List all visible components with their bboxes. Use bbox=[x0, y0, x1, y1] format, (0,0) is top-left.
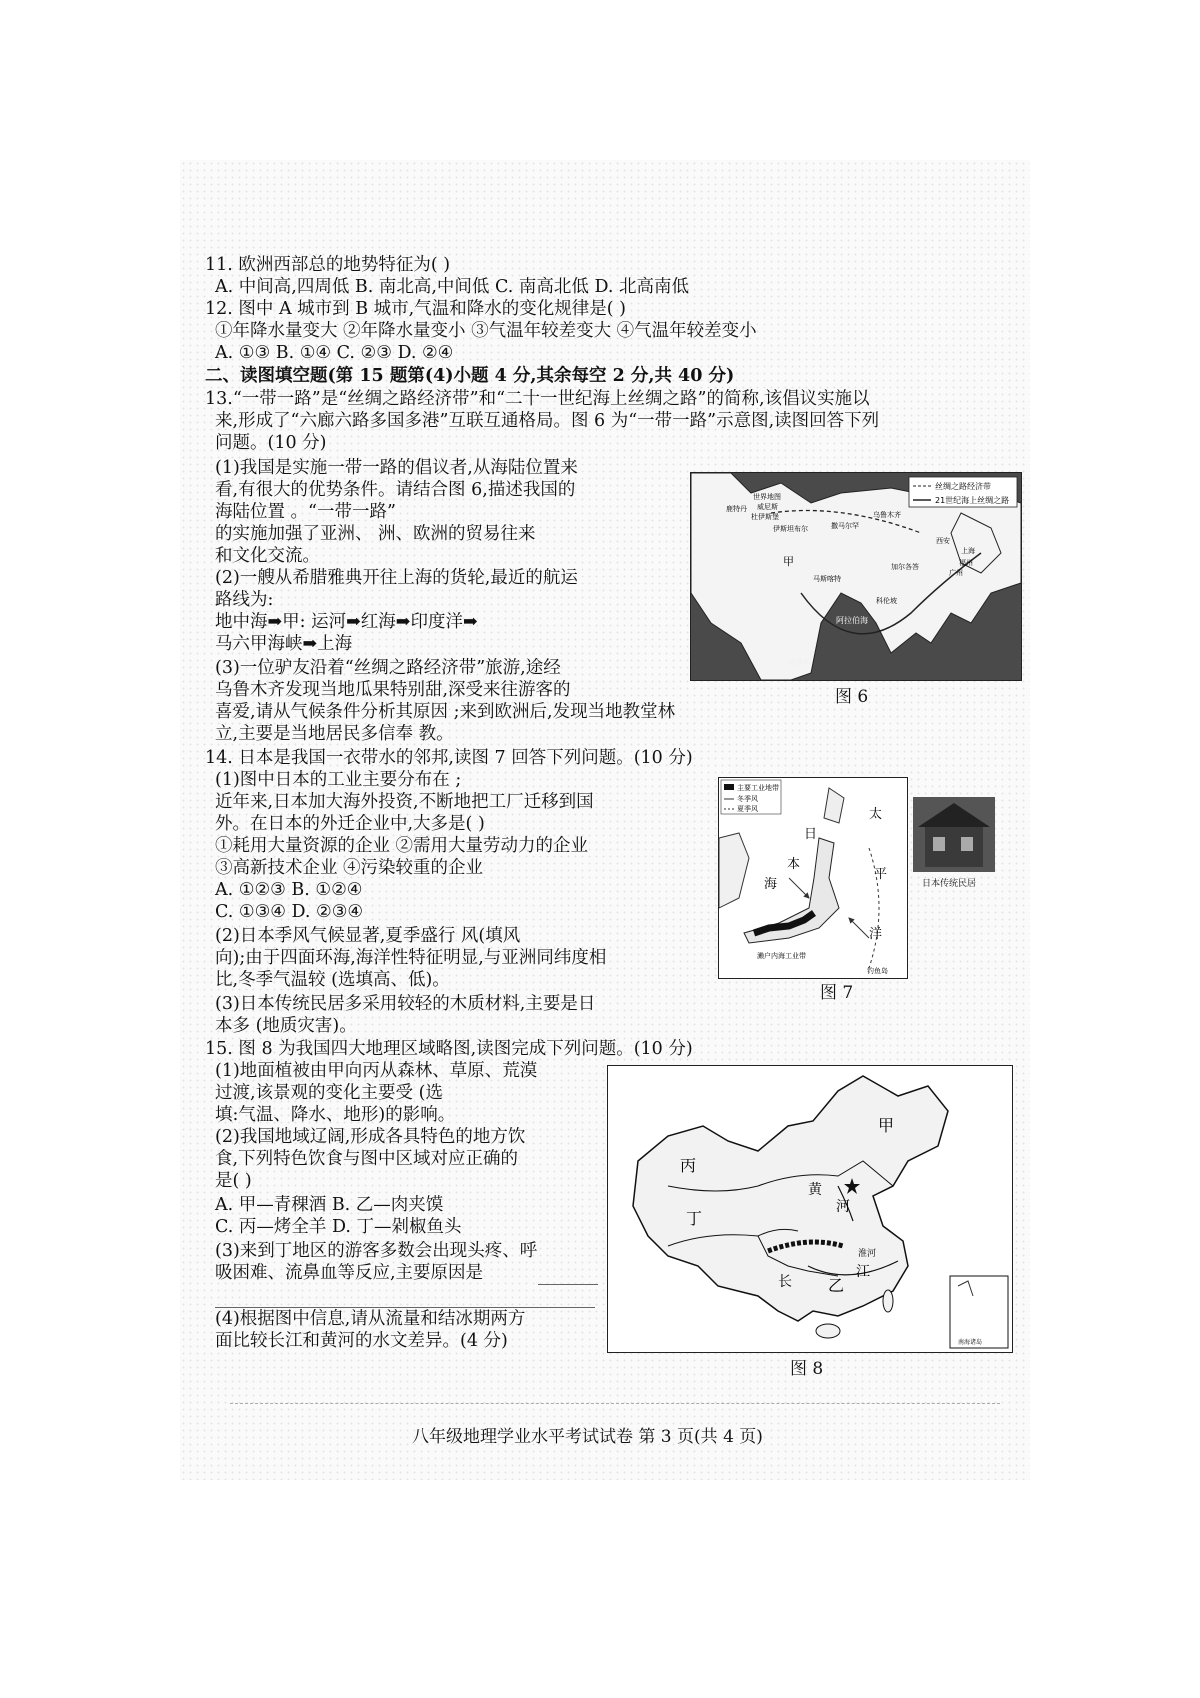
figure-7-label: 海 bbox=[764, 877, 778, 892]
q15-line: (2)我国地域辽阔,形成各具特色的地方饮 bbox=[215, 1127, 526, 1147]
figure-6-label: 上海 bbox=[961, 547, 975, 555]
q15-line: 是( ) bbox=[215, 1171, 252, 1191]
figure-8-label: 江 bbox=[856, 1264, 870, 1280]
q13-line: 问题。(10 分) bbox=[215, 433, 327, 453]
q14-line: 比,冬季气温较 (选填高、低)。 bbox=[215, 970, 450, 990]
q11-options: A. 中间高,四周低 B. 南北高,中间低 C. 南高北低 D. 北高南低 bbox=[215, 277, 689, 297]
figure-7-legend-summer: 夏季风 bbox=[737, 805, 758, 813]
q14-line: (3)日本传统民居多采用较轻的木质材料,主要是日 bbox=[215, 994, 596, 1014]
figure-7-label: 洋 bbox=[869, 927, 883, 942]
figure-7-label: 本 bbox=[787, 857, 801, 872]
figure-8-label-yi: 乙 bbox=[828, 1276, 845, 1295]
figure-6-legend-maritime: 21世纪海上丝绸之路 bbox=[935, 496, 1010, 505]
q15-answer-blank[interactable] bbox=[215, 1307, 595, 1308]
figure-6-label: 乌鲁木齐 bbox=[873, 511, 901, 519]
q13-line: (3)一位驴友沿着“丝绸之路经济带”旅游,途经 bbox=[215, 658, 561, 678]
q15-line: 吸困难、流鼻血等反应,主要原因是 bbox=[215, 1263, 484, 1283]
q15-line: A. 甲—青稞酒 B. 乙—肉夹馍 bbox=[215, 1195, 444, 1215]
figure-7-label: 平 bbox=[874, 867, 888, 882]
footer-divider bbox=[230, 1403, 1000, 1404]
q13-line: 立,主要是当地居民多信奉 教。 bbox=[215, 724, 454, 744]
q13-line: (2)一艘从希腊雅典开往上海的货轮,最近的航运 bbox=[215, 568, 578, 588]
q15-line: 过渡,该景观的变化主要受 (选 bbox=[215, 1083, 443, 1103]
figure-7-label: 濑户内海工业带 bbox=[757, 952, 806, 960]
figure-6-legend-silk-road: 丝绸之路经济带 bbox=[935, 482, 991, 491]
figure-6-label: 杜伊斯堡 bbox=[751, 513, 779, 521]
q13-line: 海陆位置 。“一带一路” bbox=[215, 502, 396, 522]
q15-line: 填:气温、降水、地形)的影响。 bbox=[215, 1105, 456, 1125]
q15-answer-blank[interactable] bbox=[538, 1284, 598, 1285]
figure-6-caption: 图 6 bbox=[835, 687, 869, 707]
figure-6-label: 撒马尔罕 bbox=[831, 522, 859, 530]
figure-8-label: 淮河 bbox=[858, 1249, 877, 1259]
q15-line: (1)地面植被由甲向丙从森林、草原、荒漠 bbox=[215, 1061, 538, 1081]
figure-6-label: 加尔各答 bbox=[891, 563, 919, 571]
figure-8-label-ding: 丁 bbox=[686, 1209, 703, 1228]
figure-6-label: 马斯喀特 bbox=[813, 575, 841, 583]
figure-8-label: 河 bbox=[836, 1199, 850, 1215]
figure-8-label: 长 bbox=[778, 1274, 792, 1290]
q13-line: 看,有很大的优势条件。请结合图 6,描述我国的 bbox=[215, 480, 576, 500]
figure-7-label: 日 bbox=[804, 827, 818, 842]
figure-8-label: 南海诸岛 bbox=[958, 1339, 983, 1346]
q14-line: 近年来,日本加大海外投资,不断地把工厂迁移到国 bbox=[215, 792, 594, 812]
figure-6-label: 鹿特丹 bbox=[726, 505, 747, 513]
figure-6-label: 内罗毕 bbox=[789, 659, 810, 667]
figure-6-label: 阿拉伯海 bbox=[836, 616, 868, 625]
figure-8-label-jia: 甲 bbox=[878, 1116, 895, 1135]
q14-line: 外。在日本的外迁企业中,大多是( ) bbox=[215, 814, 485, 834]
q15-line: 面比较长江和黄河的水文差异。(4 分) bbox=[215, 1331, 508, 1351]
q12-options: A. ①③ B. ①④ C. ②③ D. ②④ bbox=[215, 343, 454, 363]
q13-line: (1)我国是实施一带一路的倡议者,从海陆位置来 bbox=[215, 458, 578, 478]
q14-line: ①耗用大量资源的企业 ②需用大量劳动力的企业 bbox=[215, 836, 589, 856]
figure-6-label-jia: 甲 bbox=[783, 555, 794, 568]
q13-line: 的实施加强了亚洲、 洲、欧洲的贸易往来 bbox=[215, 524, 536, 544]
q14-line: 14. 日本是我国一衣带水的邻邦,读图 7 回答下列问题。(10 分) bbox=[205, 748, 693, 768]
q14-line: 向);由于四面环海,海洋性特征明显,与亚洲同纬度相 bbox=[215, 948, 607, 968]
japanese-house-photo bbox=[913, 797, 995, 872]
figure-6-label: 科伦坡 bbox=[876, 597, 897, 605]
q13-line: 地中海➡甲: 运河➡红海➡印度洋➡ bbox=[215, 612, 478, 632]
q15-line: 15. 图 8 为我国四大地理区域略图,读图完成下列问题。(10 分) bbox=[205, 1039, 693, 1059]
q13-line: 13.“一带一路”是“丝绸之路经济带”和“二十一世纪海上丝绸之路”的简称,该倡议实施以 bbox=[205, 389, 870, 409]
q12-items: ①年降水量变大 ②年降水量变小 ③气温年较差变大 ④气温年较差变小 bbox=[215, 321, 757, 341]
q13-line: 马六甲海峡➡上海 bbox=[215, 634, 353, 654]
figure-6-label: 广州 bbox=[949, 569, 963, 577]
figure-8-label: 黄 bbox=[808, 1182, 822, 1198]
figure-7-caption: 图 7 bbox=[820, 983, 854, 1003]
q14-line: (2)日本季风气候显著,夏季盛行 风(填风 bbox=[215, 926, 521, 946]
q14-line: ③高新技术企业 ④污染较重的企业 bbox=[215, 858, 484, 878]
q14-line: C. ①③④ D. ②③④ bbox=[215, 902, 364, 922]
figure-6-label: 西安 bbox=[936, 537, 950, 545]
figure-7-label: 太 bbox=[869, 807, 883, 822]
figure-6-map bbox=[690, 472, 1022, 681]
figure-8-caption: 图 8 bbox=[790, 1359, 824, 1379]
q13-line: 和文化交流。 bbox=[215, 546, 320, 566]
q11-stem: 11. 欧洲西部总的地势特征为( ) bbox=[205, 255, 451, 275]
q15-line: 食,下列特色饮食与图中区域对应正确的 bbox=[215, 1149, 519, 1169]
figure-6-label: 世界地图 bbox=[753, 493, 781, 501]
figure-8-label-bing: 丙 bbox=[680, 1156, 697, 1175]
q12-stem: 12. 图中 A 城市到 B 城市,气温和降水的变化规律是( ) bbox=[205, 299, 626, 319]
q14-line: 本多 (地质灾害)。 bbox=[215, 1016, 357, 1036]
section-2-heading: 二、读图填空题(第 15 题第(4)小题 4 分,其余每空 2 分,共 40 分) bbox=[205, 366, 735, 386]
q13-line: 喜爱,请从气候条件分析其原因 ;来到欧洲后,发现当地教堂林 bbox=[215, 702, 676, 722]
figure-7-legend-industry: 主要工业地带 bbox=[737, 784, 779, 792]
figure-7-map bbox=[718, 777, 908, 979]
figure-7-label: 钓鱼岛 bbox=[867, 967, 888, 975]
q13-line: 路线为: bbox=[215, 590, 274, 610]
q13-line: 来,形成了“六廊六路多国多港”互联互通格局。图 6 为“一带一路”示意图,读图回答下列 bbox=[215, 411, 880, 431]
q13-line: 乌鲁木齐发现当地瓜果特别甜,深受来往游客的 bbox=[215, 680, 571, 700]
q14-line: (1)图中日本的工业主要分布在 ; bbox=[215, 770, 462, 790]
figure-7-legend-winter: 冬季风 bbox=[737, 795, 758, 803]
figure-6-label: 威尼斯 bbox=[757, 503, 778, 511]
page-footer: 八年级地理学业水平考试试卷 第 3 页(共 4 页) bbox=[412, 1427, 763, 1447]
q15-line: C. 丙—烤全羊 D. 丁—剁椒鱼头 bbox=[215, 1217, 462, 1237]
q15-line: (3)来到丁地区的游客多数会出现头疼、呼 bbox=[215, 1241, 538, 1261]
q14-line: A. ①②③ B. ①②④ bbox=[215, 880, 363, 900]
figure-6-label: 伊斯坦布尔 bbox=[773, 525, 808, 533]
figure-8-map bbox=[607, 1065, 1013, 1353]
japanese-house-caption: 日本传统民居 bbox=[922, 879, 977, 889]
figure-6-label: 福州 bbox=[959, 559, 973, 567]
q15-line: (4)根据图中信息,请从流量和结冰期两方 bbox=[215, 1309, 526, 1329]
